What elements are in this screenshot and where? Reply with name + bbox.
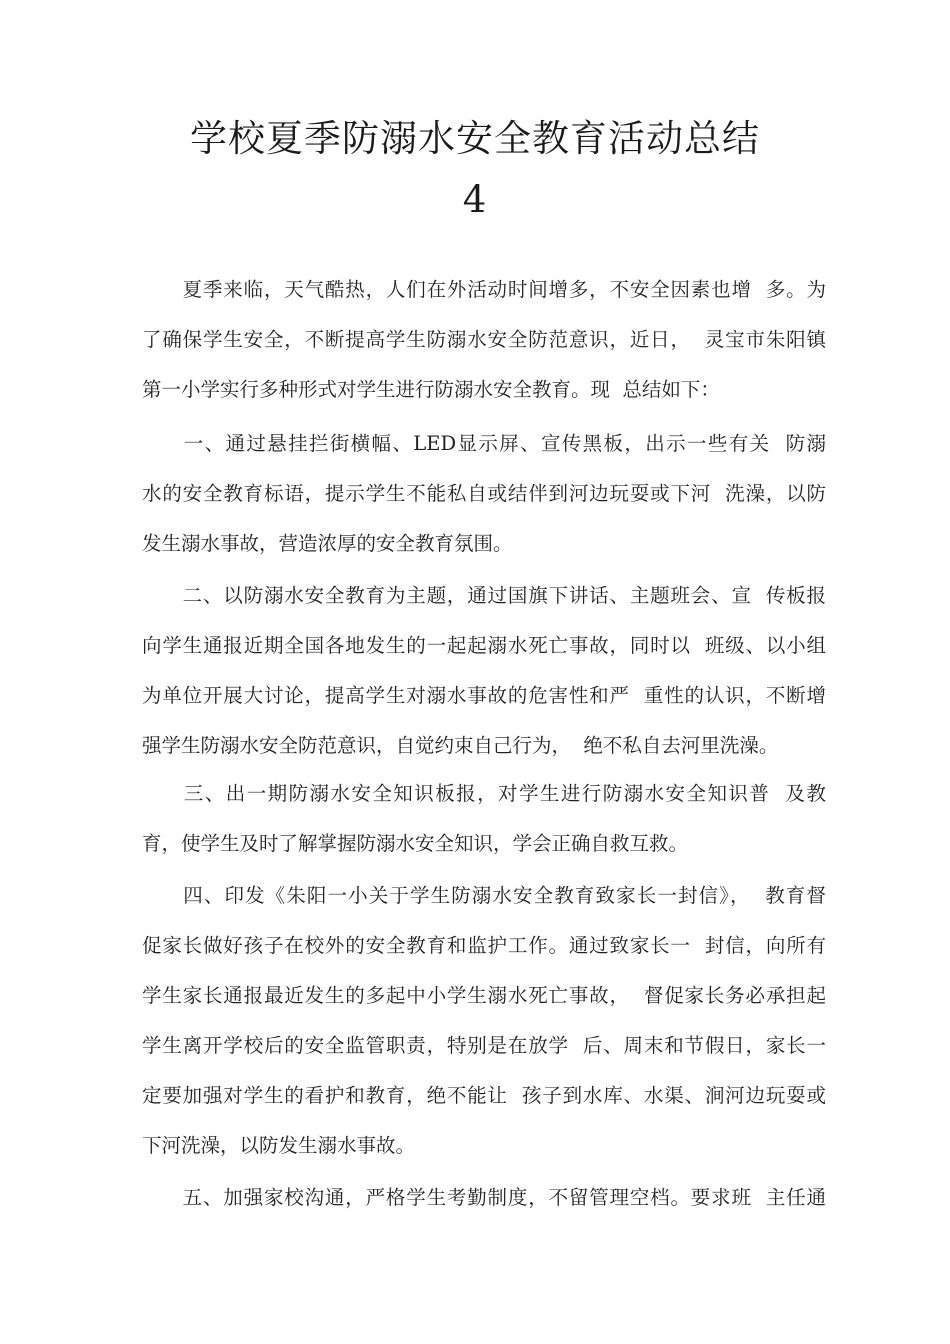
document-title: 学校夏季防溺水安全教育活动总结 <box>190 117 760 160</box>
text-line: 强学生防溺水安全防范意识，自觉约束自己行为， 绝不私自去河里洗澡。 <box>142 734 779 757</box>
text-line: 一、通过悬挂拦街横幅、LED显示屏、宣传黑板，出示一些有关 防溺 <box>142 432 826 455</box>
text-line: 促家长做好孩子在校外的安全教育和监护工作。通过致家长一 封信，向所有 <box>142 934 826 957</box>
text-line: 育，使学生及时了解掌握防溺水安全知识，学会正确自救互救。 <box>142 832 689 855</box>
text-line: 学生离开学校后的安全监管职责，特别是在放学 后、周末和节假日，家长一 <box>142 1034 826 1057</box>
text-line: 为单位开展大讨论，提高学生对溺水事故的危害性和严 重性的认识，不断增 <box>142 684 826 707</box>
document-title-number: 4 <box>462 178 488 221</box>
text-line: 二、以防溺水安全教育为主题，通过国旗下讲话、主题班会、宣 传板报 <box>142 584 826 607</box>
text-line: 五、加强家校沟通，严格学生考勤制度，不留管理空档。要求班 主任通 <box>142 1186 826 1209</box>
text-line: 了确保学生安全，不断提高学生防溺水安全防范意识，近日， 灵宝市朱阳镇 <box>142 328 826 351</box>
text-line: 四、印发《朱阳一小关于学生防溺水安全教育致家长一封信》， 教育督 <box>142 884 826 907</box>
text-line: 第一小学实行多种形式对学生进行防溺水安全教育。现 总结如下： <box>142 378 720 401</box>
text-line: 定要加强对学生的看护和教育，绝不能让 孩子到水库、水渠、涧河边玩耍或 <box>142 1084 826 1107</box>
text-line: 下河洗澡，以防发生溺水事故。 <box>142 1134 416 1157</box>
text-line: 三、出一期防溺水安全知识板报，对学生进行防溺水安全知识普 及教 <box>142 782 826 805</box>
text-line: 学生家长通报最近发生的多起中小学生溺水死亡事故， 督促家长务必承担起 <box>142 984 826 1007</box>
text-line: 向学生通报近期全国各地发生的一起起溺水死亡事故，同时以 班级、以小组 <box>142 634 826 657</box>
text-line: 夏季来临，天气酷热，人们在外活动时间增多，不安全因素也增 多。为 <box>142 278 826 301</box>
text-line: 水的安全教育标语，提示学生不能私自或结伴到河边玩耍或下河 洗澡，以防 <box>142 482 826 505</box>
text-line: 发生溺水事故，营造浓厚的安全教育氛围。 <box>142 532 513 555</box>
